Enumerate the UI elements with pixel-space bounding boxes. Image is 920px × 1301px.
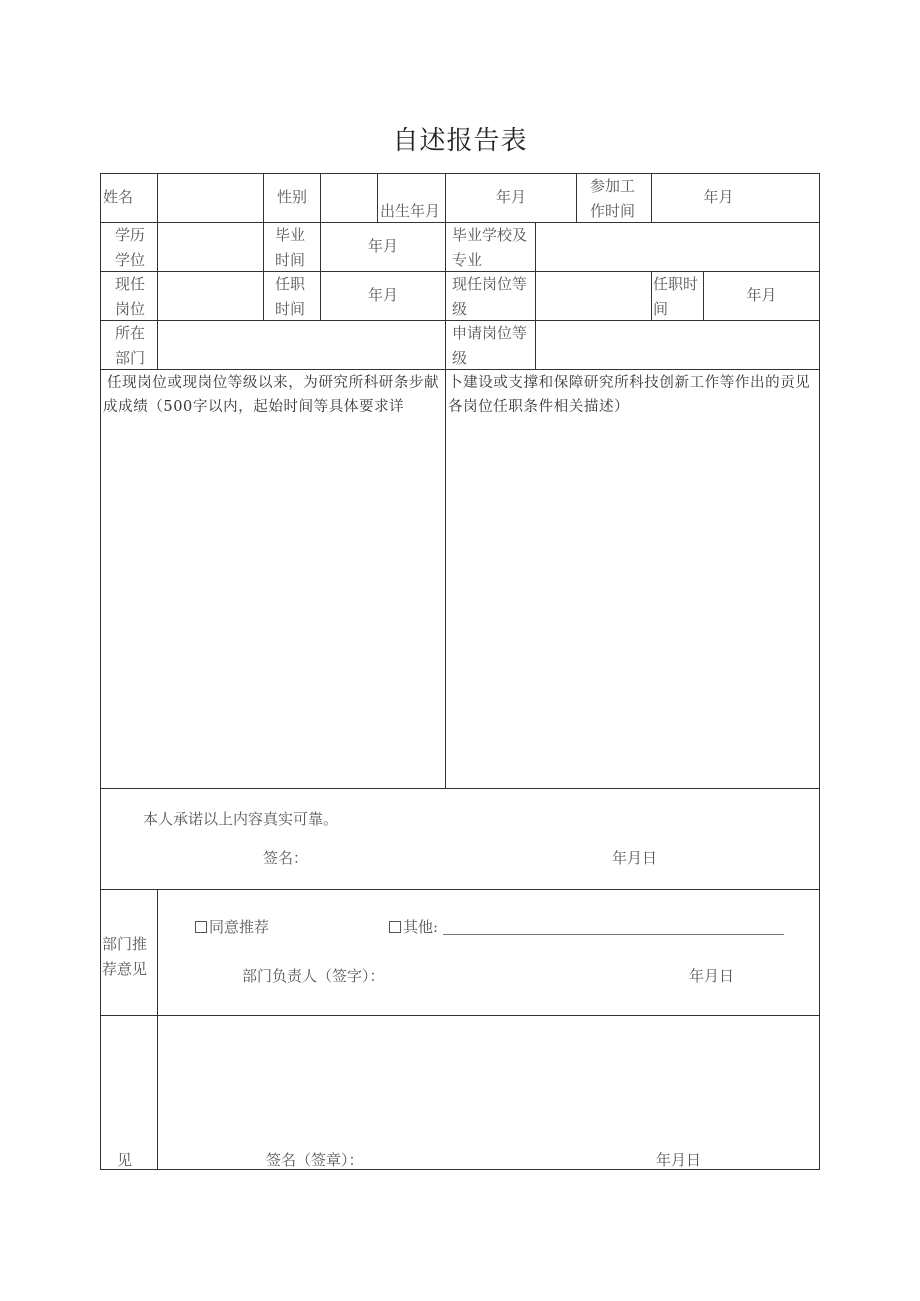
agree-option-label: 同意推荐	[209, 918, 270, 936]
current-post-field[interactable]	[158, 272, 263, 320]
statement-left-area[interactable]	[101, 420, 445, 788]
birth-value[interactable]: 年月	[495, 188, 526, 206]
tenure-time-value[interactable]: 年月	[367, 286, 398, 304]
final-section-label: 见	[117, 1151, 133, 1169]
current-post-level-label: 现任岗位等级	[452, 275, 528, 318]
other-checkbox[interactable]	[389, 921, 401, 933]
tenure-time2-value[interactable]: 年月	[746, 286, 777, 304]
applied-post-level-field[interactable]	[536, 321, 819, 369]
work-start-label: 参加工作时间	[590, 177, 636, 220]
statement-left-text: 任现岗位或现岗位等级以来，为研究所科研条步献成成绩（500字以内，起始时间等具体要求详	[103, 375, 440, 415]
page-title: 自述报告表	[392, 126, 528, 156]
school-major-label: 毕业学校及专业	[452, 226, 528, 269]
department-field[interactable]	[158, 321, 445, 369]
statement-right-area[interactable]	[446, 420, 819, 788]
education-label: 学历学位	[115, 226, 146, 269]
department-opinion-date: 年月日	[689, 967, 735, 985]
department-opinion-label: 部门推荐意见	[102, 935, 148, 978]
graduation-time-value[interactable]: 年月	[367, 237, 398, 255]
graduation-time-label: 毕业时间	[275, 226, 306, 269]
commitment-signature-label: 签名：	[263, 849, 309, 867]
statement-right-text: 卜建设或支撑和保障研究所科技创新工作等作出的贡见各岗位任职条件相关描述）	[448, 375, 811, 415]
agree-checkbox[interactable]	[195, 921, 207, 933]
applied-post-level-label: 申请岗位等级	[452, 324, 528, 367]
other-option[interactable]	[389, 915, 438, 940]
school-major-field[interactable]	[536, 223, 819, 271]
final-opinion-area[interactable]	[158, 1016, 819, 1136]
tenure-time-label: 任职时间	[275, 275, 306, 318]
current-post-level-field[interactable]	[536, 272, 651, 320]
commitment-text: 本人承诺以上内容真实可靠。	[143, 810, 339, 828]
work-start-value[interactable]: 年月	[703, 188, 734, 206]
name-label: 姓名	[103, 188, 134, 206]
final-date: 年月日	[656, 1151, 702, 1169]
gender-label: 性别	[277, 188, 308, 206]
other-option-label: 其他:	[403, 918, 439, 936]
department-head-signature-label: 部门负责人（签字）：	[242, 967, 385, 985]
other-reason-line[interactable]	[443, 934, 784, 935]
name-field[interactable]	[158, 174, 263, 222]
agree-recommend-option[interactable]	[195, 915, 269, 940]
education-field[interactable]	[158, 223, 263, 271]
commitment-date: 年月日	[612, 849, 658, 867]
final-signature-label: 签名（签章）：	[266, 1151, 364, 1169]
tenure-time2-label: 任职时间	[653, 275, 699, 318]
department-label: 所在部门	[115, 324, 146, 367]
gender-field[interactable]	[321, 174, 377, 222]
current-post-label: 现任岗位	[115, 275, 146, 318]
birth-label: 出生年月	[380, 202, 441, 220]
